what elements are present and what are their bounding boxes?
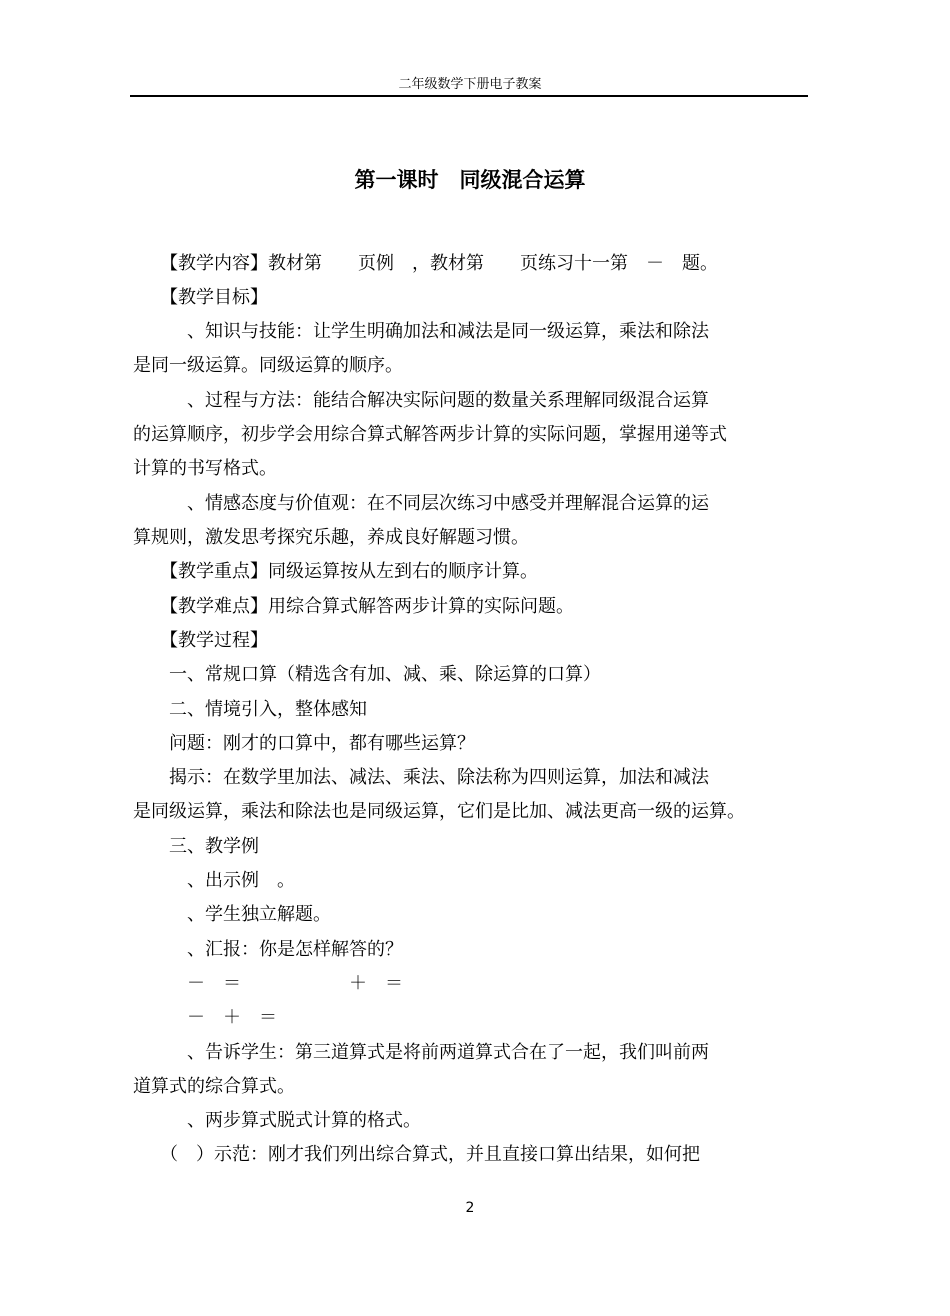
text-line: 【教学内容】教材第 页例 ，教材第 页练习十一第 － 题。 <box>133 253 718 274</box>
text-line: 【教学重点】同级运算按从左到右的顺序计算。 <box>133 561 538 582</box>
text-line: 问题：刚才的口算中，都有哪些运算？ <box>133 733 475 754</box>
text-line: 、汇报：你是怎样解答的？ <box>133 939 403 960</box>
text-line: 是同级运算，乘法和除法也是同级运算，它们是比加、减法更高一级的运算。 <box>133 801 745 822</box>
text-line: 【教学目标】 <box>133 287 268 308</box>
text-line: 三、教学例 <box>133 836 259 857</box>
text-line: 揭示：在数学里加法、减法、乘法、除法称为四则运算，加法和减法 <box>133 767 709 788</box>
header-rule <box>130 95 808 97</box>
text-line: 、知识与技能：让学生明确加法和减法是同一级运算，乘法和除法 <box>133 321 709 342</box>
text-line: 二、情境引入，整体感知 <box>133 699 367 720</box>
text-line: 一、常规口算（精选含有加、减、乘、除运算的口算） <box>133 664 601 685</box>
text-line: － ＋ ＝ <box>133 1007 277 1028</box>
page-number: 2 <box>465 1200 475 1216</box>
text-line: 、告诉学生：第三道算式是将前两道算式合在了一起，我们叫前两 <box>133 1042 709 1063</box>
page-header: 二年级数学下册电子教案 <box>398 77 542 92</box>
text-line: 是同一级运算。同级运算的顺序。 <box>133 355 403 376</box>
text-line: 、两步算式脱式计算的格式。 <box>133 1110 421 1131</box>
text-line: 、过程与方法：能结合解决实际问题的数量关系理解同级混合运算 <box>133 390 709 411</box>
text-line: 计算的书写格式。 <box>133 458 277 479</box>
text-line: 、学生独立解题。 <box>133 904 331 925</box>
text-line: 、出示例 。 <box>133 870 295 891</box>
text-line: 的运算顺序，初步学会用综合算式解答两步计算的实际问题，掌握用递等式 <box>133 424 727 445</box>
text-line: 【教学过程】 <box>133 630 268 651</box>
text-line: 【教学难点】用综合算式解答两步计算的实际问题。 <box>133 596 574 617</box>
text-line: － ＝ ＋ ＝ <box>133 973 403 994</box>
text-line: 道算式的综合算式。 <box>133 1076 295 1097</box>
text-line: （ ）示范：刚才我们列出综合算式，并且直接口算出结果，如何把 <box>133 1144 700 1165</box>
text-line: 算规则，激发思考探究乐趣，养成良好解题习惯。 <box>133 527 529 548</box>
lesson-title: 第一课时 同级混合运算 <box>354 168 586 192</box>
text-line: 、情感态度与价值观：在不同层次练习中感受并理解混合运算的运 <box>133 493 709 514</box>
